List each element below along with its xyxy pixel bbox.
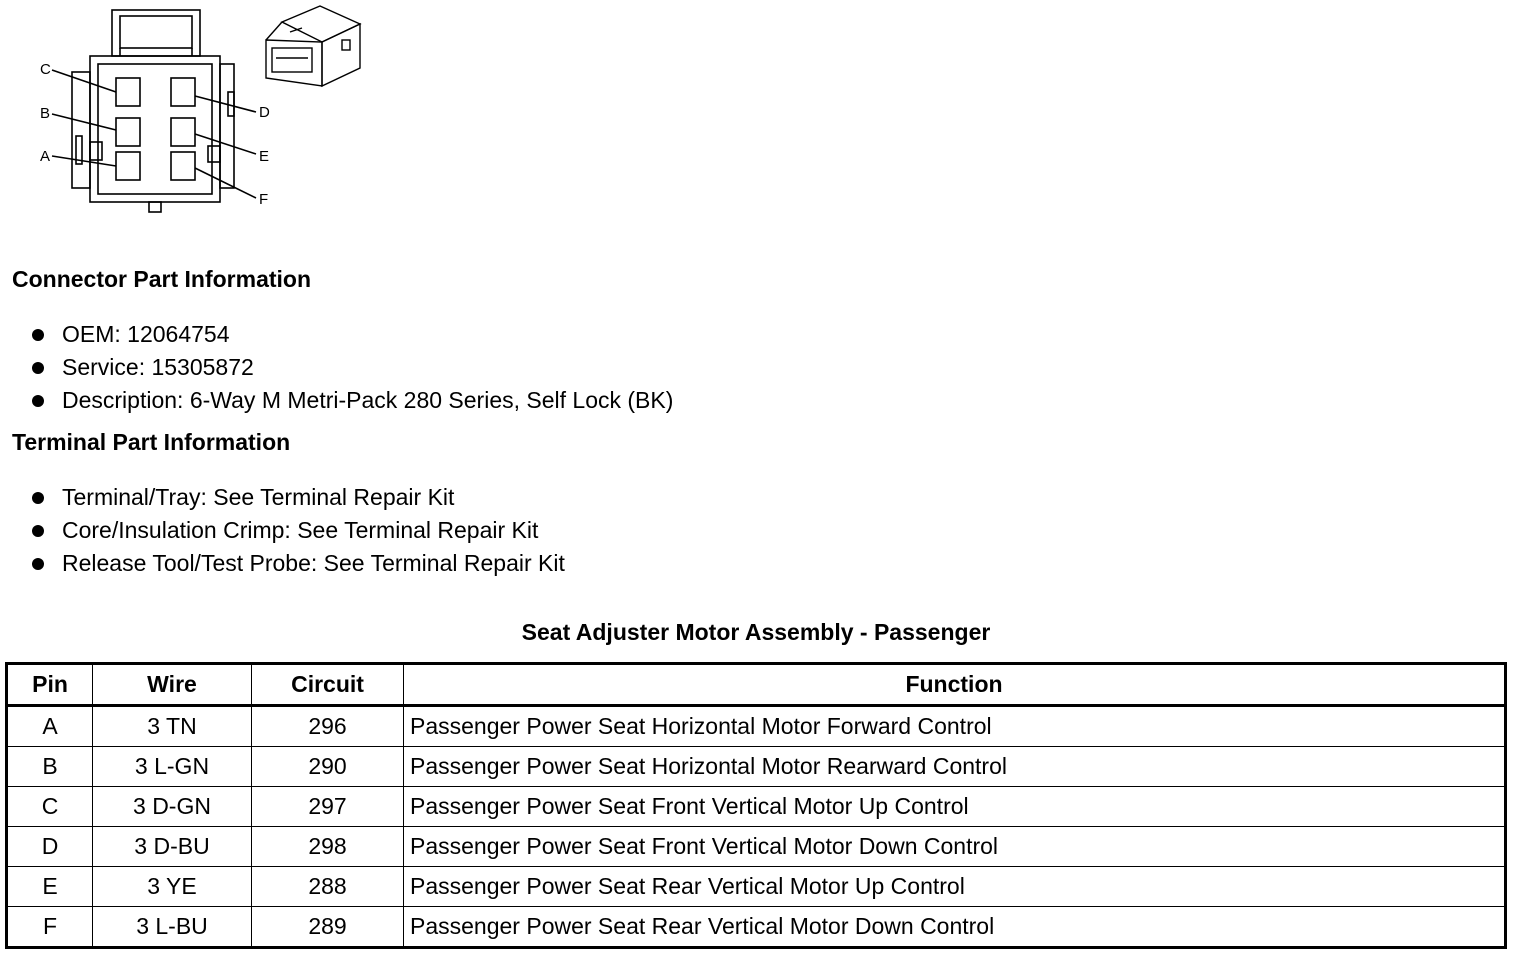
- table-header-row: [7, 664, 1506, 706]
- header-pin: Pin: [7, 664, 93, 706]
- service-number: Service: 15305872: [62, 354, 254, 380]
- cell-pin: E: [7, 867, 93, 907]
- cell-circuit: 288: [252, 867, 404, 907]
- bullet-icon: [32, 362, 44, 374]
- list-item: [30, 481, 565, 514]
- pin-label-e: E: [259, 148, 270, 165]
- cell-pin: A: [7, 706, 93, 747]
- terminal-part-list: [30, 481, 565, 580]
- table-row: [7, 747, 1506, 787]
- cell-function: Passenger Power Seat Rear Vertical Motor Down Control: [404, 907, 1506, 948]
- cell-function: Passenger Power Seat Front Vertical Motor Up Control: [404, 787, 1506, 827]
- cell-function: Passenger Power Seat Horizontal Motor Rearward Control: [404, 747, 1506, 787]
- table-row: [7, 706, 1506, 747]
- cell-circuit: 290: [252, 747, 404, 787]
- header-function: Function: [404, 664, 1506, 706]
- list-item: [30, 318, 673, 351]
- core-insulation-crimp: Core/Insulation Crimp: See Terminal Repair Kit: [62, 517, 539, 543]
- cell-wire: 3 L-GN: [93, 747, 252, 787]
- pin-label-a: A: [40, 148, 51, 165]
- terminal-part-heading: Terminal Part Information: [12, 429, 291, 455]
- cell-function: Passenger Power Seat Horizontal Motor Forward Control: [404, 706, 1506, 747]
- bullet-icon: [32, 329, 44, 341]
- connector-face-diagram: [30, 6, 280, 218]
- list-item: [30, 547, 565, 580]
- pinout-table: [5, 662, 1507, 949]
- cell-pin: D: [7, 827, 93, 867]
- cell-wire: 3 TN: [93, 706, 252, 747]
- terminal-tray: Terminal/Tray: See Terminal Repair Kit: [62, 484, 455, 510]
- cell-function: Passenger Power Seat Front Vertical Motor Down Control: [404, 827, 1506, 867]
- connector-isometric-icon: [262, 2, 366, 94]
- cell-pin: F: [7, 907, 93, 948]
- connector-description: Description: 6-Way M Metri-Pack 280 Series, Self Lock (BK): [62, 387, 674, 413]
- bullet-icon: [32, 525, 44, 537]
- cell-pin: B: [7, 747, 93, 787]
- header-circuit: Circuit: [252, 664, 404, 706]
- list-item: [30, 384, 673, 417]
- pin-label-c: C: [40, 61, 51, 78]
- table-row: [7, 867, 1506, 907]
- table-title: Seat Adjuster Motor Assembly - Passenger: [521, 619, 991, 645]
- cell-wire: 3 D-BU: [93, 827, 252, 867]
- cell-circuit: 296: [252, 706, 404, 747]
- cell-wire: 3 L-BU: [93, 907, 252, 948]
- list-item: [30, 351, 673, 384]
- cell-function: Passenger Power Seat Rear Vertical Motor Up Control: [404, 867, 1506, 907]
- header-wire: Wire: [93, 664, 252, 706]
- cell-circuit: 289: [252, 907, 404, 948]
- cell-pin: C: [7, 787, 93, 827]
- cell-wire: 3 YE: [93, 867, 252, 907]
- bullet-icon: [32, 492, 44, 504]
- list-item: [30, 514, 565, 547]
- bullet-icon: [32, 558, 44, 570]
- connector-part-heading: Connector Part Information: [12, 266, 312, 292]
- release-tool-test-probe: Release Tool/Test Probe: See Terminal Repair Kit: [62, 550, 565, 576]
- table-row: [7, 827, 1506, 867]
- table-row: [7, 787, 1506, 827]
- cell-wire: 3 D-GN: [93, 787, 252, 827]
- pin-label-d: D: [259, 104, 270, 121]
- cell-circuit: 297: [252, 787, 404, 827]
- bullet-icon: [32, 395, 44, 407]
- cell-circuit: 298: [252, 827, 404, 867]
- pin-label-f: F: [259, 191, 269, 208]
- connector-part-list: [30, 318, 673, 417]
- pin-label-b: B: [40, 105, 51, 122]
- oem-number: OEM: 12064754: [62, 321, 230, 347]
- table-row: [7, 907, 1506, 948]
